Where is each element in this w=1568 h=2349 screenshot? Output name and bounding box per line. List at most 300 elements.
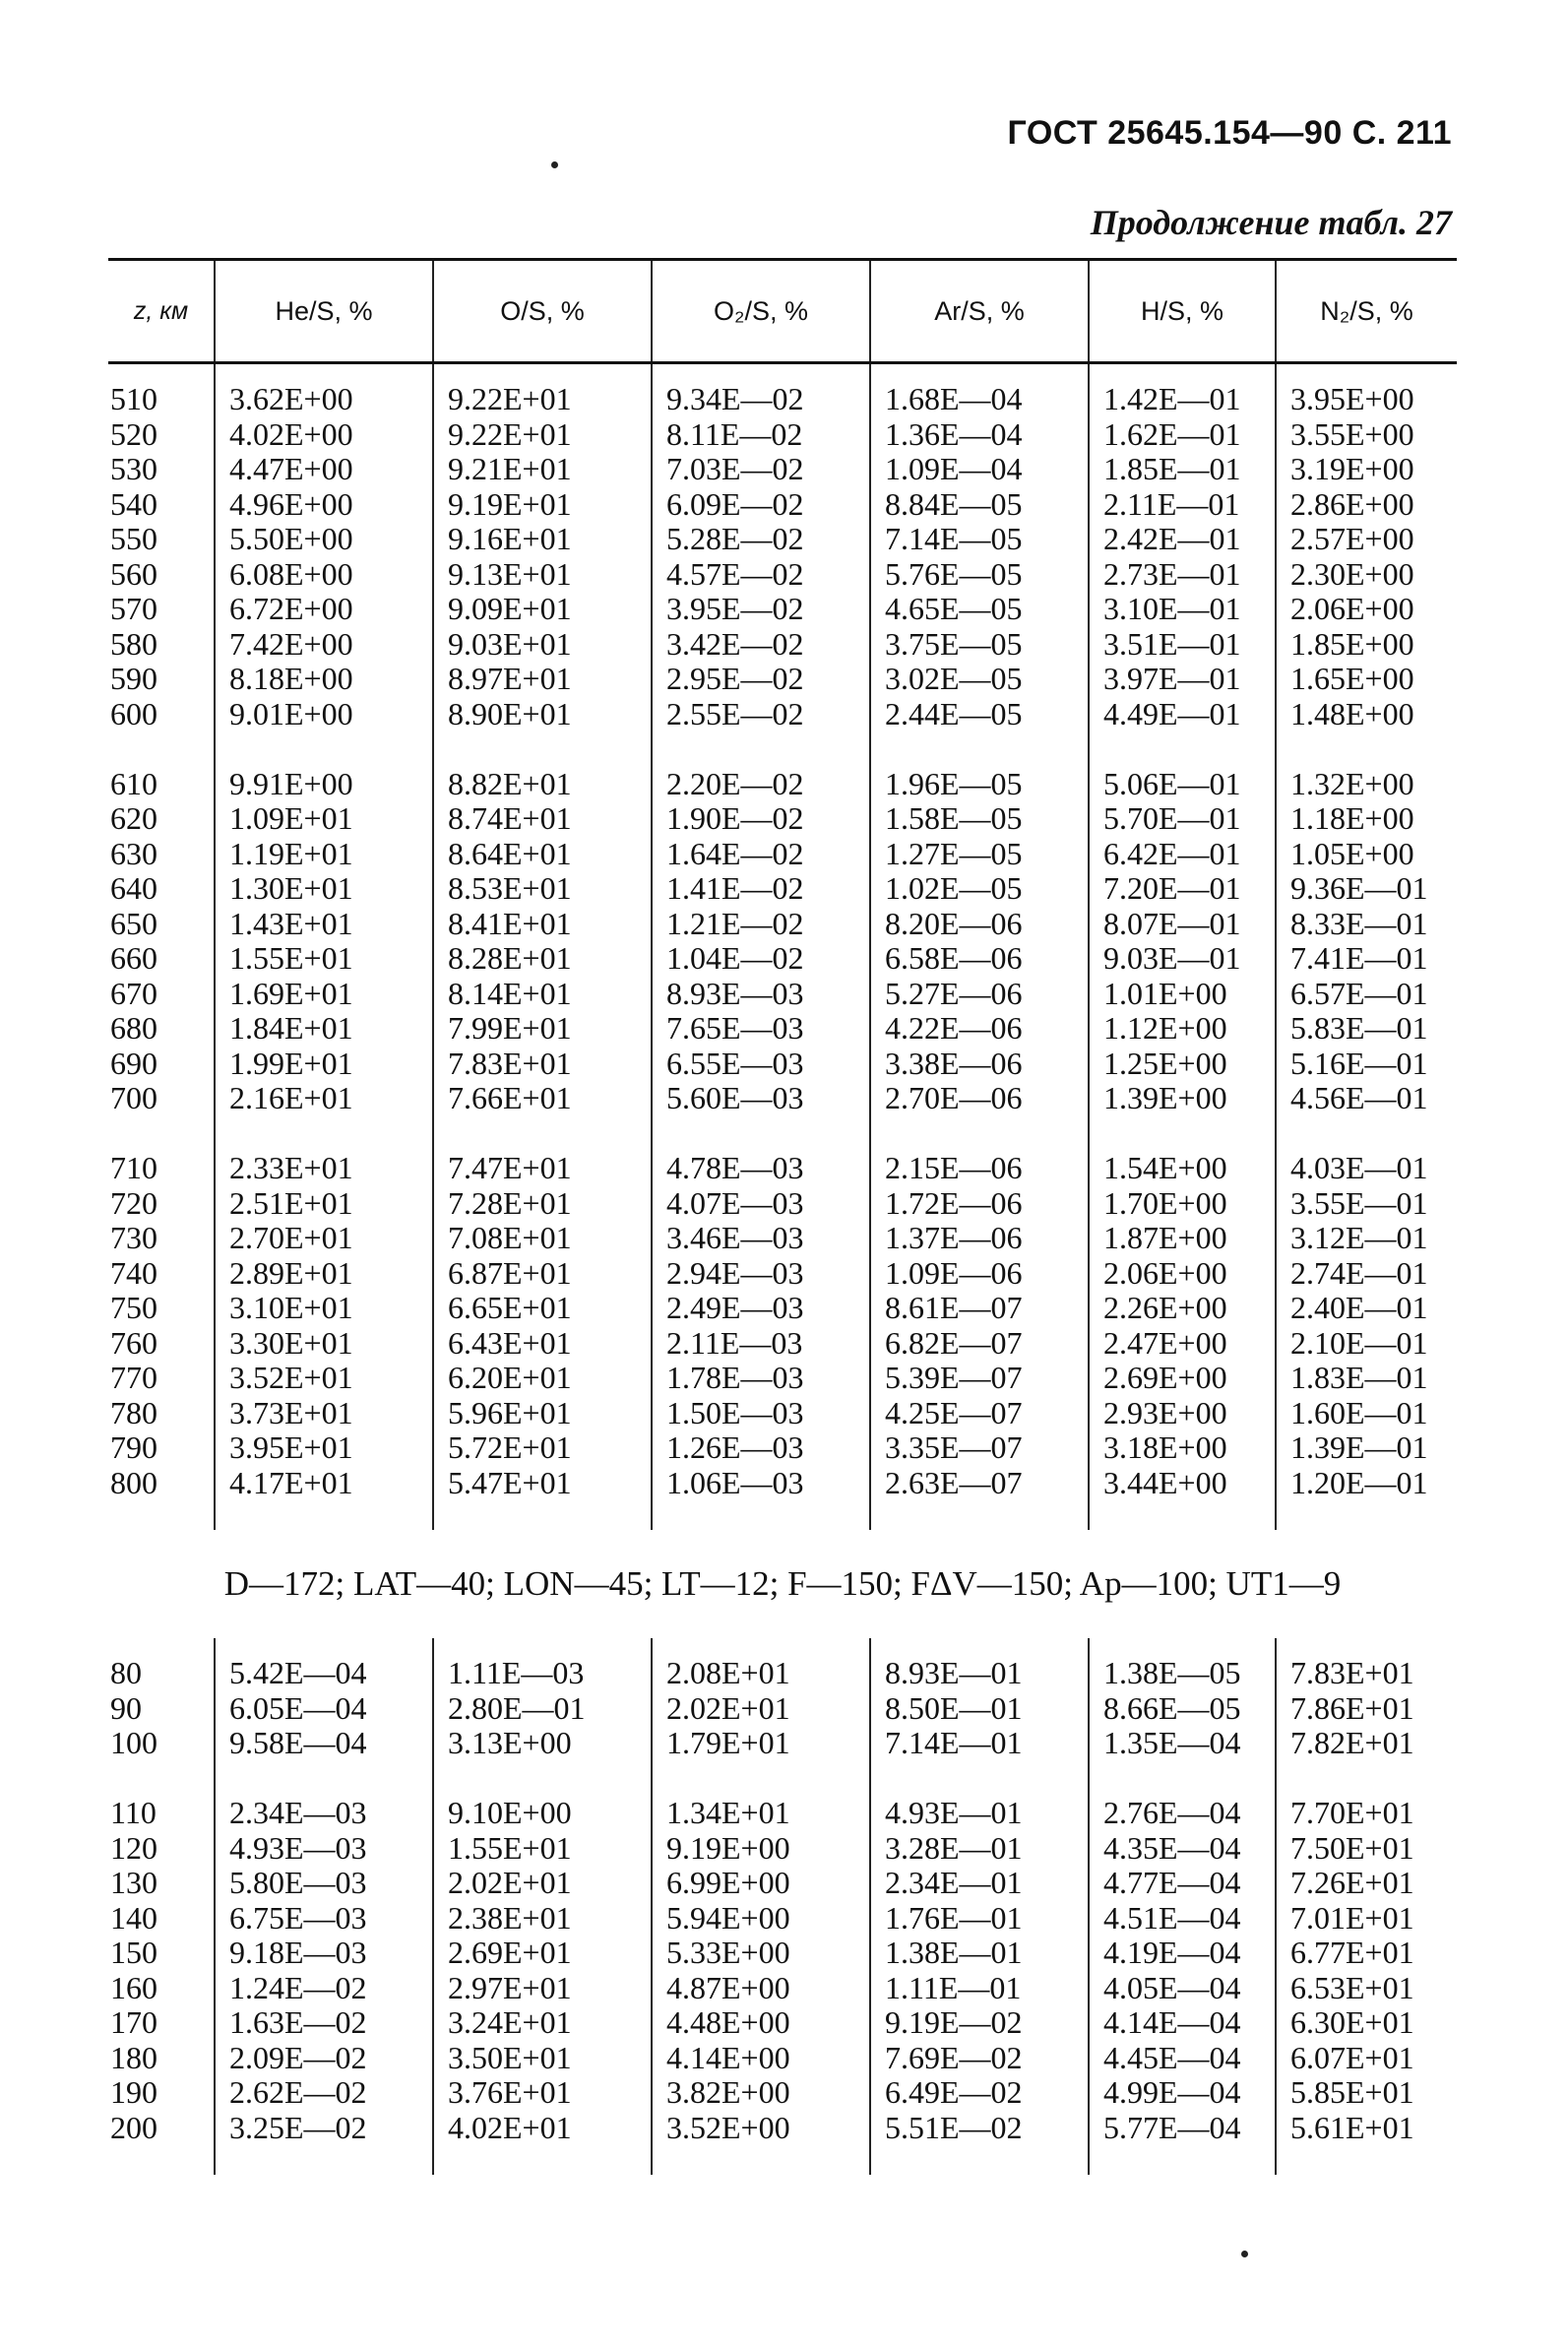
value-cell: 4.22E—06 xyxy=(870,1011,1089,1047)
value-cell: 2.42E—01 xyxy=(1089,522,1276,557)
value-cell: 7.26E+01 xyxy=(1276,1866,1457,1901)
value-cell: 1.54E+00 xyxy=(1089,1151,1276,1186)
altitude-cell: 120 xyxy=(110,1829,157,1866)
value-cell: 4.14E+00 xyxy=(652,2041,870,2076)
altitude-cell: 590 xyxy=(110,661,157,696)
altitude-cell: 690 xyxy=(110,1045,157,1081)
altitude-cell: 180 xyxy=(110,2039,157,2075)
value-cell: 3.10E—01 xyxy=(1089,592,1276,627)
value-cell: 2.70E—06 xyxy=(870,1081,1089,1116)
value-cell: 3.52E+00 xyxy=(652,2111,870,2146)
value-cell: 8.61E—07 xyxy=(870,1291,1089,1326)
value-cell: 1.38E—05 xyxy=(1089,1656,1276,1691)
value-cell: 1.65E+00 xyxy=(1276,662,1457,697)
value-cell: 5.85E+01 xyxy=(1276,2075,1457,2111)
altitude-cell: 770 xyxy=(110,1360,157,1395)
altitude-cell: 700 xyxy=(110,1080,157,1115)
altitude-cell: 800 xyxy=(110,1464,157,1500)
value-cell: 2.57E+00 xyxy=(1276,522,1457,557)
table-row xyxy=(108,2041,1457,2076)
table-row xyxy=(108,1691,1457,1727)
value-cell: 1.34E+01 xyxy=(652,1796,870,1831)
value-cell: 6.75E—03 xyxy=(215,1901,433,1936)
value-cell: 4.17E+01 xyxy=(215,1466,433,1501)
value-cell: 7.86E+01 xyxy=(1276,1691,1457,1727)
table-row xyxy=(108,2005,1457,2041)
value-cell: 9.21E+01 xyxy=(433,452,652,487)
value-cell: 2.95E—02 xyxy=(652,662,870,697)
value-cell: 4.03E—01 xyxy=(1276,1151,1457,1186)
value-cell: 9.22E+01 xyxy=(433,417,652,453)
decorative-dot xyxy=(1241,2251,1248,2257)
value-cell: 7.83E+01 xyxy=(433,1047,652,1082)
value-cell: 2.11E—01 xyxy=(1089,487,1276,523)
value-cell: 4.87E+00 xyxy=(652,1971,870,2006)
value-cell: 7.28E+01 xyxy=(433,1186,652,1222)
table-row xyxy=(108,1466,1457,1501)
value-cell: 8.93E—03 xyxy=(652,977,870,1012)
value-cell: 2.06E+00 xyxy=(1276,592,1457,627)
value-cell: 2.34E—01 xyxy=(870,1866,1089,1901)
table-row xyxy=(108,801,1457,837)
value-cell: 2.08E+01 xyxy=(652,1656,870,1691)
value-cell: 3.35E—07 xyxy=(870,1430,1089,1466)
table-row xyxy=(108,1866,1457,1901)
value-cell: 9.58E—04 xyxy=(215,1726,433,1761)
value-cell: 7.14E—05 xyxy=(870,522,1089,557)
value-cell: 2.33E+01 xyxy=(215,1151,433,1186)
page-number: С. 211 xyxy=(1351,114,1452,152)
value-cell: 6.65E+01 xyxy=(433,1291,652,1326)
value-cell: 7.69E—02 xyxy=(870,2041,1089,2076)
value-cell: 2.30E+00 xyxy=(1276,557,1457,593)
value-cell: 6.43E+01 xyxy=(433,1326,652,1362)
altitude-cell: 790 xyxy=(110,1429,157,1465)
value-cell: 1.39E—01 xyxy=(1276,1430,1457,1466)
value-cell: 7.83E+01 xyxy=(1276,1656,1457,1691)
column-header: N₂/S, % xyxy=(1276,261,1457,363)
value-cell: 9.19E+01 xyxy=(433,487,652,523)
table-row xyxy=(108,522,1457,557)
value-cell: 7.20E—01 xyxy=(1089,871,1276,907)
value-cell: 2.26E+00 xyxy=(1089,1291,1276,1326)
value-cell: 2.06E+00 xyxy=(1089,1256,1276,1292)
value-cell: 2.20E—02 xyxy=(652,767,870,802)
value-cell: 3.25E—02 xyxy=(215,2111,433,2146)
value-cell: 3.12E—01 xyxy=(1276,1221,1457,1256)
altitude-cell: 540 xyxy=(110,485,157,522)
value-cell: 6.07E+01 xyxy=(1276,2041,1457,2076)
value-cell: 6.09E—02 xyxy=(652,487,870,523)
value-cell: 1.50E—03 xyxy=(652,1396,870,1431)
value-cell: 4.48E+00 xyxy=(652,2005,870,2041)
altitude-cell: 780 xyxy=(110,1394,157,1430)
value-cell: 8.53E+01 xyxy=(433,871,652,907)
value-cell: 6.05E—04 xyxy=(215,1691,433,1727)
value-cell: 1.72E—06 xyxy=(870,1186,1089,1222)
value-cell: 2.16E+01 xyxy=(215,1081,433,1116)
table-row xyxy=(108,1796,1457,1831)
value-cell: 5.47E+01 xyxy=(433,1466,652,1501)
value-cell: 5.77E—04 xyxy=(1089,2111,1276,2146)
value-cell: 1.69E+01 xyxy=(215,977,433,1012)
value-cell: 4.77E—04 xyxy=(1089,1866,1276,1901)
value-cell: 4.96E+00 xyxy=(215,487,433,523)
value-cell: 5.27E—06 xyxy=(870,977,1089,1012)
value-cell: 1.41E—02 xyxy=(652,871,870,907)
value-cell: 1.83E—01 xyxy=(1276,1361,1457,1396)
altitude-cell: 160 xyxy=(110,1969,157,2005)
value-cell: 1.09E—04 xyxy=(870,452,1089,487)
parameters-section xyxy=(108,1530,1457,1638)
value-cell: 3.10E+01 xyxy=(215,1291,433,1326)
value-cell: 1.76E—01 xyxy=(870,1901,1089,1936)
value-cell: 4.93E—01 xyxy=(870,1796,1089,1831)
value-cell: 2.02E+01 xyxy=(433,1866,652,1901)
value-cell: 6.72E+00 xyxy=(215,592,433,627)
table-row xyxy=(108,1081,1457,1116)
altitude-cell: 530 xyxy=(110,451,157,486)
value-cell: 2.69E+00 xyxy=(1089,1361,1276,1396)
value-cell: 1.64E—02 xyxy=(652,837,870,872)
value-cell: 5.80E—03 xyxy=(215,1866,433,1901)
altitude-cell: 550 xyxy=(110,521,157,556)
value-cell: 4.47E+00 xyxy=(215,452,433,487)
value-cell: 4.56E—01 xyxy=(1276,1081,1457,1116)
value-cell: 9.34E—02 xyxy=(652,382,870,417)
value-cell: 1.06E—03 xyxy=(652,1466,870,1501)
value-cell: 1.01E+00 xyxy=(1089,977,1276,1012)
value-cell: 6.53E+01 xyxy=(1276,1971,1457,2006)
value-cell: 1.18E+00 xyxy=(1276,801,1457,837)
table-row xyxy=(108,1430,1457,1466)
value-cell: 2.51E+01 xyxy=(215,1186,433,1222)
value-cell: 8.33E—01 xyxy=(1276,907,1457,942)
table-row xyxy=(108,941,1457,977)
value-cell: 8.82E+01 xyxy=(433,767,652,802)
section-spacer xyxy=(108,1638,1457,1656)
table-row xyxy=(108,1971,1457,2006)
value-cell: 5.50E+00 xyxy=(215,522,433,557)
table-continuation-label: Продолжение табл. 27 xyxy=(1090,203,1452,242)
value-cell: 9.22E+01 xyxy=(433,382,652,417)
value-cell: 6.99E+00 xyxy=(652,1866,870,1901)
value-cell: 3.95E+00 xyxy=(1276,382,1457,417)
value-cell: 2.93E+00 xyxy=(1089,1396,1276,1431)
value-cell: 5.06E—01 xyxy=(1089,767,1276,802)
parameters-line: D—172; LAT—40; LON—45; LT—12; F—150; FΔV—150; Ap—100; UT1—9 xyxy=(223,1564,1342,1603)
table-section-1 xyxy=(108,364,1457,1530)
table-row xyxy=(108,452,1457,487)
value-cell: 7.82E+01 xyxy=(1276,1726,1457,1761)
value-cell: 1.79E+01 xyxy=(652,1726,870,1761)
table-row xyxy=(108,871,1457,907)
altitude-cell: 520 xyxy=(110,415,157,452)
altitude-cell: 600 xyxy=(110,695,157,731)
table-row xyxy=(108,1291,1457,1326)
value-cell: 2.10E—01 xyxy=(1276,1326,1457,1362)
altitude-cell: 620 xyxy=(110,800,157,836)
value-cell: 1.38E—01 xyxy=(870,1936,1089,1971)
value-cell: 2.74E—01 xyxy=(1276,1256,1457,1292)
value-cell: 1.85E+00 xyxy=(1276,627,1457,663)
value-cell: 7.47E+01 xyxy=(433,1151,652,1186)
value-cell: 1.12E+00 xyxy=(1089,1011,1276,1047)
value-cell: 9.03E—01 xyxy=(1089,941,1276,977)
value-cell: 3.19E+00 xyxy=(1276,452,1457,487)
value-cell: 2.44E—05 xyxy=(870,697,1089,732)
value-cell: 2.09E—02 xyxy=(215,2041,433,2076)
table-row xyxy=(108,1361,1457,1396)
value-cell: 7.70E+01 xyxy=(1276,1796,1457,1831)
table-section-2 xyxy=(108,1638,1457,2175)
value-cell: 7.14E—01 xyxy=(870,1726,1089,1761)
value-cell: 8.66E—05 xyxy=(1089,1691,1276,1727)
table-row xyxy=(108,837,1457,872)
value-cell: 7.50E+01 xyxy=(1276,1831,1457,1867)
parameters-row xyxy=(108,1530,1457,1638)
value-cell: 5.76E—05 xyxy=(870,557,1089,593)
value-cell: 4.51E—04 xyxy=(1089,1901,1276,1936)
value-cell: 6.55E—03 xyxy=(652,1047,870,1082)
value-cell: 2.49E—03 xyxy=(652,1291,870,1326)
table-row xyxy=(108,1151,1457,1186)
value-cell: 5.60E—03 xyxy=(652,1081,870,1116)
value-cell: 2.15E—06 xyxy=(870,1151,1089,1186)
value-cell: 6.57E—01 xyxy=(1276,977,1457,1012)
value-cell: 6.49E—02 xyxy=(870,2075,1089,2111)
standard-id: ГОСТ 25645.154—90 xyxy=(1007,114,1343,152)
value-cell: 1.42E—01 xyxy=(1089,382,1276,417)
value-cell: 9.09E+01 xyxy=(433,592,652,627)
value-cell: 2.94E—03 xyxy=(652,1256,870,1292)
value-cell: 7.42E+00 xyxy=(215,627,433,663)
table-row xyxy=(108,1186,1457,1222)
altitude-cell: 510 xyxy=(110,381,157,416)
value-cell: 5.39E—07 xyxy=(870,1361,1089,1396)
value-cell: 5.96E+01 xyxy=(433,1396,652,1431)
value-cell: 1.70E+00 xyxy=(1089,1186,1276,1222)
value-cell: 2.62E—02 xyxy=(215,2075,433,2111)
altitude-cell: 100 xyxy=(110,1725,157,1760)
table-row xyxy=(108,1901,1457,1936)
value-cell: 2.69E+01 xyxy=(433,1936,652,1971)
group-gap xyxy=(108,1116,1457,1152)
altitude-cell: 130 xyxy=(110,1865,157,1900)
value-cell: 3.30E+01 xyxy=(215,1326,433,1362)
column-header: H/S, % xyxy=(1089,261,1276,363)
column-header: z, км xyxy=(133,296,189,325)
value-cell: 8.11E—02 xyxy=(652,417,870,453)
value-cell: 5.16E—01 xyxy=(1276,1047,1457,1082)
altitude-cell: 710 xyxy=(110,1150,157,1185)
value-cell: 1.25E+00 xyxy=(1089,1047,1276,1082)
value-cell: 3.73E+01 xyxy=(215,1396,433,1431)
value-cell: 2.89E+01 xyxy=(215,1256,433,1292)
table-row xyxy=(108,1256,1457,1292)
data-table-container xyxy=(108,258,1457,2175)
value-cell: 1.39E+00 xyxy=(1089,1081,1276,1116)
altitude-cell: 660 xyxy=(110,940,157,976)
value-cell: 1.09E—06 xyxy=(870,1256,1089,1292)
value-cell: 1.90E—02 xyxy=(652,801,870,837)
altitude-cell: 200 xyxy=(110,2109,157,2145)
value-cell: 5.51E—02 xyxy=(870,2111,1089,2146)
table-row xyxy=(108,487,1457,523)
section-spacer xyxy=(108,1500,1457,1530)
value-cell: 5.28E—02 xyxy=(652,522,870,557)
column-header: Ar/S, % xyxy=(870,261,1089,363)
table-row xyxy=(108,1326,1457,1362)
column-header: O₂/S, % xyxy=(652,261,870,363)
value-cell: 4.25E—07 xyxy=(870,1396,1089,1431)
value-cell: 8.28E+01 xyxy=(433,941,652,977)
value-cell: 7.08E+01 xyxy=(433,1221,652,1256)
value-cell: 1.55E+01 xyxy=(215,941,433,977)
value-cell: 1.58E—05 xyxy=(870,801,1089,837)
altitude-cell: 560 xyxy=(110,555,157,592)
table-row xyxy=(108,592,1457,627)
value-cell: 2.47E+00 xyxy=(1089,1326,1276,1362)
altitude-cell: 680 xyxy=(110,1010,157,1046)
value-cell: 6.42E—01 xyxy=(1089,837,1276,872)
value-cell: 2.80E—01 xyxy=(433,1691,652,1727)
decorative-dot xyxy=(551,161,558,168)
value-cell: 4.49E—01 xyxy=(1089,697,1276,732)
value-cell: 8.20E—06 xyxy=(870,907,1089,942)
value-cell: 5.33E+00 xyxy=(652,1936,870,1971)
table-row xyxy=(108,1221,1457,1256)
value-cell: 7.99E+01 xyxy=(433,1011,652,1047)
altitude-cell: 670 xyxy=(110,975,157,1011)
value-cell: 1.62E—01 xyxy=(1089,417,1276,453)
value-cell: 4.05E—04 xyxy=(1089,1971,1276,2006)
data-table xyxy=(108,261,1457,2175)
altitude-cell: 80 xyxy=(110,1655,142,1690)
value-cell: 3.38E—06 xyxy=(870,1047,1089,1082)
value-cell: 8.93E—01 xyxy=(870,1656,1089,1691)
value-cell: 8.64E+01 xyxy=(433,837,652,872)
table-row xyxy=(108,417,1457,453)
value-cell: 3.24E+01 xyxy=(433,2005,652,2041)
value-cell: 4.45E—04 xyxy=(1089,2041,1276,2076)
table-row xyxy=(108,1831,1457,1867)
value-cell: 4.65E—05 xyxy=(870,592,1089,627)
table-row xyxy=(108,662,1457,697)
value-cell: 9.10E+00 xyxy=(433,1796,652,1831)
value-cell: 3.76E+01 xyxy=(433,2075,652,2111)
value-cell: 1.11E—03 xyxy=(433,1656,652,1691)
value-cell: 4.02E+01 xyxy=(433,2111,652,2146)
value-cell: 1.09E+01 xyxy=(215,801,433,837)
value-cell: 8.14E+01 xyxy=(433,977,652,1012)
value-cell: 3.52E+01 xyxy=(215,1361,433,1396)
table-row xyxy=(108,977,1457,1012)
value-cell: 3.44E+00 xyxy=(1089,1466,1276,1501)
column-header: O/S, % xyxy=(433,261,652,363)
value-cell: 2.97E+01 xyxy=(433,1971,652,2006)
table-row xyxy=(108,557,1457,593)
value-cell: 3.97E—01 xyxy=(1089,662,1276,697)
page-header xyxy=(1008,114,1453,153)
value-cell: 4.57E—02 xyxy=(652,557,870,593)
value-cell: 2.63E—07 xyxy=(870,1466,1089,1501)
value-cell: 9.91E+00 xyxy=(215,767,433,802)
value-cell: 5.72E+01 xyxy=(433,1430,652,1466)
value-cell: 6.20E+01 xyxy=(433,1361,652,1396)
value-cell: 4.07E—03 xyxy=(652,1186,870,1222)
value-cell: 9.19E+00 xyxy=(652,1831,870,1867)
value-cell: 7.41E—01 xyxy=(1276,941,1457,977)
value-cell: 2.73E—01 xyxy=(1089,557,1276,593)
value-cell: 1.84E+01 xyxy=(215,1011,433,1047)
altitude-cell: 110 xyxy=(110,1795,157,1830)
value-cell: 9.18E—03 xyxy=(215,1936,433,1971)
table-row xyxy=(108,767,1457,802)
value-cell: 3.02E—05 xyxy=(870,662,1089,697)
altitude-cell: 630 xyxy=(110,835,157,871)
value-cell: 1.20E—01 xyxy=(1276,1466,1457,1501)
altitude-cell: 190 xyxy=(110,2074,157,2110)
table-row xyxy=(108,697,1457,732)
value-cell: 1.48E+00 xyxy=(1276,697,1457,732)
value-cell: 1.43E+01 xyxy=(215,907,433,942)
value-cell: 4.19E—04 xyxy=(1089,1936,1276,1971)
altitude-cell: 760 xyxy=(110,1324,157,1361)
value-cell: 3.55E—01 xyxy=(1276,1186,1457,1222)
value-cell: 1.30E+01 xyxy=(215,871,433,907)
table-row xyxy=(108,1047,1457,1082)
value-cell: 7.01E+01 xyxy=(1276,1901,1457,1936)
value-cell: 1.60E—01 xyxy=(1276,1396,1457,1431)
value-cell: 8.90E+01 xyxy=(433,697,652,732)
value-cell: 1.26E—03 xyxy=(652,1430,870,1466)
value-cell: 3.13E+00 xyxy=(433,1726,652,1761)
value-cell: 1.37E—06 xyxy=(870,1221,1089,1256)
value-cell: 3.95E—02 xyxy=(652,592,870,627)
table-row xyxy=(108,627,1457,663)
value-cell: 2.40E—01 xyxy=(1276,1291,1457,1326)
table-row xyxy=(108,382,1457,417)
group-gap xyxy=(108,1761,1457,1797)
value-cell: 3.28E—01 xyxy=(870,1831,1089,1867)
altitude-cell: 90 xyxy=(110,1689,142,1726)
altitude-cell: 750 xyxy=(110,1290,157,1325)
value-cell: 1.05E+00 xyxy=(1276,837,1457,872)
value-cell: 1.68E—04 xyxy=(870,382,1089,417)
value-cell: 8.41E+01 xyxy=(433,907,652,942)
value-cell: 2.11E—03 xyxy=(652,1326,870,1362)
value-cell: 7.03E—02 xyxy=(652,452,870,487)
value-cell: 2.55E—02 xyxy=(652,697,870,732)
value-cell: 9.19E—02 xyxy=(870,2005,1089,2041)
table-row xyxy=(108,1011,1457,1047)
value-cell: 3.51E—01 xyxy=(1089,627,1276,663)
value-cell: 1.36E—04 xyxy=(870,417,1089,453)
value-cell: 1.55E+01 xyxy=(433,1831,652,1867)
value-cell: 6.58E—06 xyxy=(870,941,1089,977)
value-cell: 1.99E+01 xyxy=(215,1047,433,1082)
value-cell: 2.34E—03 xyxy=(215,1796,433,1831)
value-cell: 6.77E+01 xyxy=(1276,1936,1457,1971)
altitude-cell: 730 xyxy=(110,1220,157,1255)
altitude-cell: 580 xyxy=(110,625,157,662)
value-cell: 4.14E—04 xyxy=(1089,2005,1276,2041)
column-header: He/S, % xyxy=(215,261,433,363)
value-cell: 1.02E—05 xyxy=(870,871,1089,907)
value-cell: 3.62E+00 xyxy=(215,382,433,417)
value-cell: 1.21E—02 xyxy=(652,907,870,942)
